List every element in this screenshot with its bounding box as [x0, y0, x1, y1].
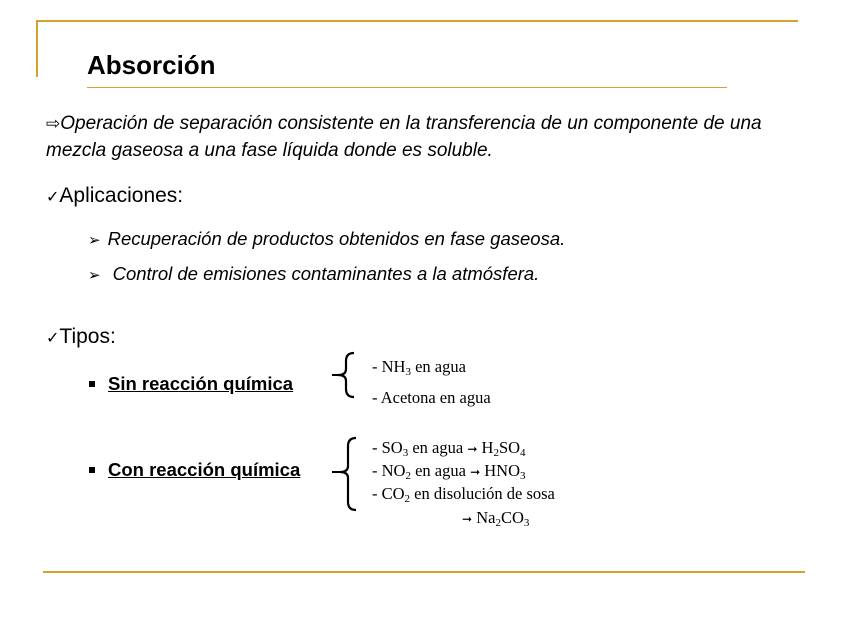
arrowhead-bullet-icon: ➢ [88, 232, 101, 249]
list-item [88, 263, 539, 285]
type-con-label: Con reacción química [108, 459, 301, 480]
bottom-rule [43, 571, 805, 573]
type-sin-label: Sin reacción química [108, 373, 294, 394]
example-co2: - $CO_2$ en disolución de sosa [372, 484, 555, 505]
example-no2: - $NO_2$ en agua ➞ $HNO_3$ [372, 461, 526, 482]
reaction-arrow-icon: ➞ [462, 512, 473, 526]
top-rule [36, 20, 798, 22]
types-heading [46, 325, 116, 349]
example-so3: - $SO_3$ en agua ➞ $H_2SO_4$ [372, 438, 526, 459]
left-rule [36, 20, 38, 77]
example-nh3: - $NH_3$ en agua [372, 357, 466, 378]
square-bullet-icon [89, 467, 95, 473]
checkmark-icon: ✓ [46, 189, 60, 206]
applications-heading [46, 184, 183, 208]
example-na2co3: ➞ $Na_2CO_3$ [462, 508, 530, 529]
types-heading-text: Tipos: [59, 325, 116, 348]
applications-heading-text: Aplicaciones: [59, 184, 184, 207]
title-underline [87, 87, 727, 88]
list-item-text: Recuperación de productos obtenidos en fase gaseosa. [107, 228, 566, 249]
arrow-outline-icon: ⇨ [46, 114, 61, 133]
reaction-arrow-icon: ➞ [470, 465, 481, 479]
reaction-arrow-icon: ➞ [467, 442, 478, 456]
list-item [88, 228, 565, 250]
left-brace-icon [330, 436, 362, 512]
intro-text: Operación de separación consistente en la transferencia de un componente de una mezcla gaseosa a una fase líquida donde es soluble. [46, 113, 762, 161]
checkmark-icon: ✓ [46, 330, 60, 347]
left-brace-icon [330, 351, 360, 399]
arrowhead-bullet-icon: ➢ [88, 267, 101, 284]
list-item-text: Control de emisiones contaminantes a la atmósfera. [112, 263, 540, 284]
intro-paragraph [46, 110, 806, 164]
square-bullet-icon [89, 381, 95, 387]
slide-title: Absorción [87, 50, 216, 80]
example-acetona: - Acetona en agua [372, 388, 491, 407]
